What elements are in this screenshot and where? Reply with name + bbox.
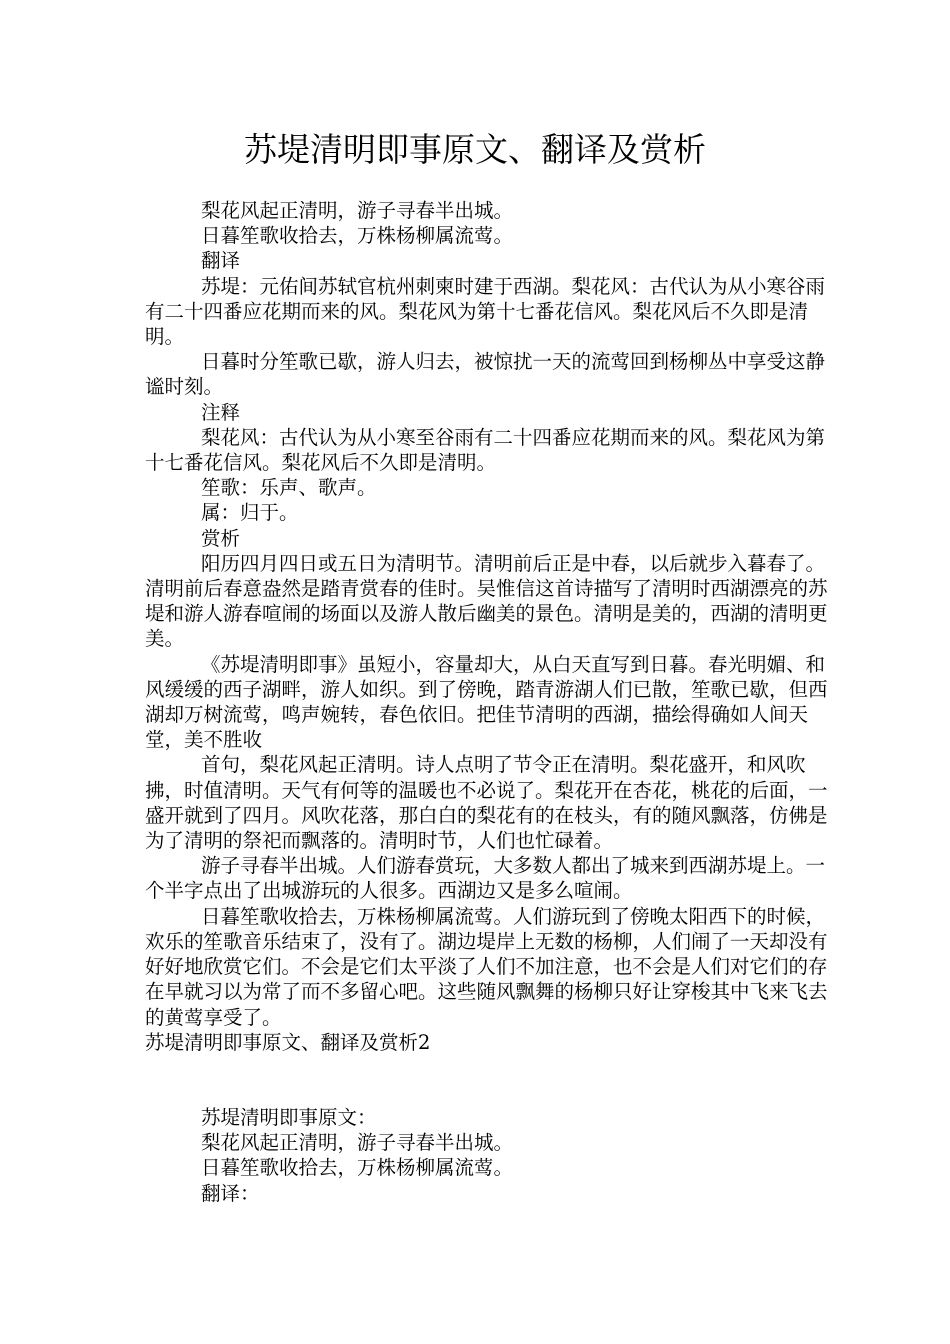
paragraph: 阳历四月四日或五日为清明节。清明前后正是中春，以后就步入暮春了。清明前后春意盎然是踏青赏春的佳时。吴惟信这首诗描写了清明时西湖漂亮的苏堤和游人游春喧闹的场面以及游人散后幽美的景色。清明是美的，西湖的清明更美。 (145, 551, 828, 651)
section-heading-translation: 翻译 (201, 249, 241, 273)
paragraph: 梨花风：古代认为从小寒至谷雨有二十四番应花期而来的风。梨花风为第十七番花信风。梨花风后不久即是清明。 (145, 425, 826, 475)
section2-heading: 苏堤清明即事原文、翻译及赏析2 (145, 1030, 431, 1054)
poem-line-1: 梨花风起正清明，游子寻春半出城。 (201, 199, 514, 222)
paragraph: 首句，梨花风起正清明。诗人点明了节令正在清明。梨花盛开，和风吹拂，时值清明。天气有何等的温暖也不必说了。梨花开在杏花，桃花的后面，一盛开就到了四月。风吹花落，那白白的梨花有的在枝头，有的随风飘落，仿佛是为了清明的祭祀而飘落的。清明时节，人们也忙碌着。 (145, 753, 828, 853)
paragraph: 日暮笙歌收拾去，万株杨柳属流莺。人们游玩到了傍晚太阳西下的时候，欢乐的笙歌音乐结束了，没有了。湖边堤岸上无数的杨柳，人们闹了一天却没有好好地欣赏它们。不会是它们太平淡了人们不加注意，也不会是人们对它们的存在早就习以为常了而不多留心吧。这些随风飘舞的杨柳只好让穿梭其中飞来飞去的黄莺享受了。 (145, 904, 828, 1029)
spacer (145, 1055, 835, 1105)
paragraph: 游子寻春半出城。人们游春赏玩，大多数人都出了城来到西湖苏堤上。一个半字点出了出城游玩的人很多。西湖边又是多么喧闹。 (145, 854, 826, 903)
section-heading-notes: 注释 (201, 400, 241, 424)
document-body (145, 198, 835, 1206)
paragraph: 日暮时分笙歌已歇，游人归去，被惊扰一天的流莺回到杨柳丛中享受这静谧时刻。 (145, 350, 826, 399)
section-heading-translation: 翻译： (201, 1181, 260, 1205)
poem-line-2: 日暮笙歌收拾去，万株杨柳属流莺。 (201, 1156, 514, 1180)
document-title: 苏堤清明即事原文、翻译及赏析 (244, 130, 706, 169)
section-heading-appreciation: 赏析 (201, 526, 241, 550)
poem-line-1: 梨花风起正清明，游子寻春半出城。 (201, 1131, 514, 1155)
paragraph: 笙歌：乐声、歌声。 (201, 476, 377, 500)
poem-line-2: 日暮笙歌收拾去，万株杨柳属流莺。 (201, 224, 514, 248)
paragraph: 苏堤：元佑间苏轼官杭州刺柬时建于西湖。梨花风：古代认为从小寒谷雨有二十四番应花期而来的风。梨花风为第十七番花信风。梨花风后不久即是清明。 (145, 274, 826, 349)
paragraph: 《苏堤清明即事》虽短小，容量却大，从白天直写到日暮。春光明媚、和风缓缓的西子湖畔，游人如织。到了傍晚，踏青游湖人们已散，笙歌已歇，但西湖却万树流莺，鸣声婉转，春色依旧。把佳节清明的西湖，描绘得确如人间天堂，美不胜收 (145, 652, 828, 752)
section2-label: 苏堤清明即事原文： (201, 1105, 377, 1129)
paragraph: 属：归于。 (201, 501, 299, 525)
